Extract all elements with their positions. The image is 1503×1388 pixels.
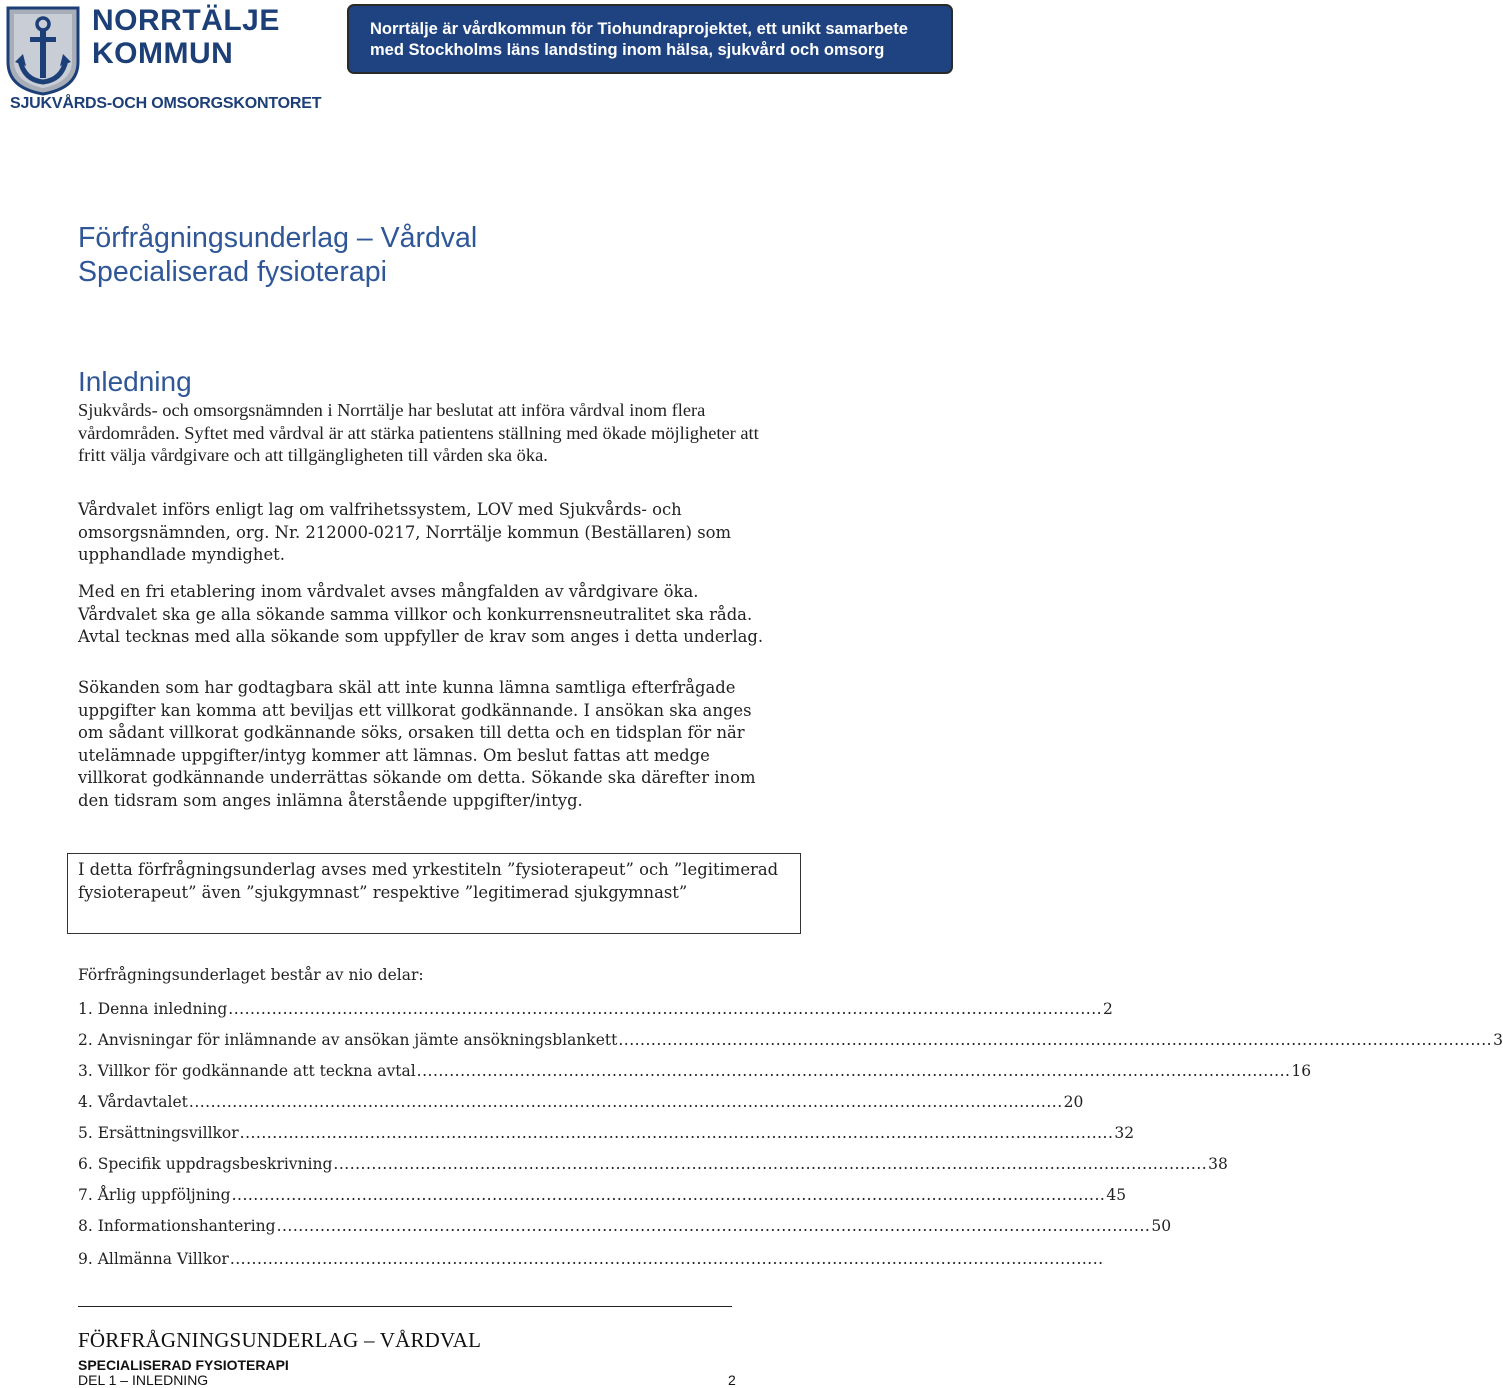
toc-leader: ................................................................................................................................................................. [188,1093,1063,1111]
section-heading: Inledning [78,366,192,397]
toc-intro: Förfrågningsunderlaget består av nio delar: [78,966,424,984]
footer-part-label: DEL 1 – INLEDNING [78,1372,209,1388]
toc-label: 2. Anvisningar för inlämnande av ansökan jämte ansökningsblankett [78,1031,618,1049]
department-name: SJUKVÅRDS-OCH OMSORGSKONTORET [10,95,322,112]
toc-page: 2 [1103,1000,1113,1018]
logo-line-2: KOMMUN [92,37,234,70]
toc-leader: ................................................................................................................................................................. [239,1124,1114,1142]
terminology-note-text: I detta förfrågningsunderlag avses med yrkestiteln ”fysioterapeut” och ”legitimerad fysioterapeut” även ”sjukgymnast” respektive ”legitimerad sjukgymnast” [78,860,779,902]
toc-label: 8. Informationshantering [78,1217,276,1235]
paragraph-text: Med en fri etablering inom vårdvalet avses mångfalden av vårdgivare öka. Vårdvalet ska ge alla sökande samma villkor och konkurrensneutralitet ska råda. Avtal tecknas med alla sökande som uppfyller de krav som anges i detta underlag. [78,582,764,646]
toc-leader: ................................................................................................................................................................. [231,1186,1106,1204]
document-title [78,221,477,289]
title-line-1: Förfrågningsunderlag – Vårdval [78,222,478,254]
terminology-note-box [67,853,801,934]
banner-line-1: Norrtälje är vårdkommun för Tiohundraprojektet, ett unikt samarbete [370,20,908,38]
toc-page: 38 [1208,1155,1228,1173]
toc-entry-9 [78,1250,1104,1274]
toc-entry-3 [78,1062,1312,1086]
paragraph-text: Vårdvalet införs enligt lag om valfrihetssystem, LOV med Sjukvårds- och omsorgsnämnden, org. Nr. 212000-0217, Norrtälje kommun (Beställaren) som upphandlade myndighet. [78,500,732,564]
toc-leader: ................................................................................................................................................................. [276,1217,1151,1235]
toc-entry-1 [78,1000,1113,1024]
footer-subtitle: SPECIALISERAD FYSIOTERAPI [78,1357,289,1373]
toc-entry-7 [78,1186,1127,1210]
toc-label: 6. Specifik uppdragsbeskrivning [78,1155,333,1173]
toc-page: 32 [1114,1124,1135,1142]
toc-leader: ................................................................................................................................................................. [229,1250,1104,1268]
toc-label: 1. Denna inledning [78,1000,228,1018]
footer-divider [78,1306,732,1307]
footer-title: FÖRFRÅGNINGSUNDERLAG – VÅRDVAL [78,1328,482,1352]
toc-leader: ................................................................................................................................................................. [618,1031,1493,1049]
toc-page: 45 [1106,1186,1127,1204]
municipality-logo-text [92,4,280,70]
header-banner [347,4,953,74]
toc-entry-4 [78,1093,1084,1117]
paragraph-text: Sjukvårds- och omsorgsnämnden i Norrtälje har beslutat att införa vårdval inom flera vårdområden. Syftet med vårdval är att stärka patientens ställning med ökade möjligheter att fritt välja vårdgivare och att tillgängligheten till vården ska öka. [78,400,759,465]
toc-entry-6 [78,1155,1228,1179]
toc-page: 3 [1493,1031,1503,1049]
paragraph-text: Sökanden som har godtagbara skäl att inte kunna lämna samtliga efterfrågade uppgifter kan komma att beviljas ett villkorat godkännande. I ansökan ska anges om sådant villkorat godkännande söks, orsaken till detta och en tidsplan för när utelämnade uppgifter/intyg kommer att lämnas. Om beslut fattas att medge villkorat godkännande underrättas sökande om detta. Sökande ska därefter inom den tidsram som anges inlämna återstående uppgifter/intyg. [78,678,756,810]
toc-label: 9. Allmänna Villkor [78,1250,229,1268]
toc-leader: ................................................................................................................................................................. [333,1155,1208,1173]
footer-page-number: 2 [728,1372,736,1388]
toc-label: 3. Villkor för godkännande att teckna avtal [78,1062,416,1080]
banner-line-2: med Stockholms läns landsting inom hälsa, sjukvård och omsorg [370,41,885,59]
toc-page: 16 [1291,1062,1312,1080]
toc-label: 5. Ersättningsvillkor [78,1124,239,1142]
toc-label: 7. Årlig uppföljning [78,1186,231,1204]
paragraph-4 [78,677,768,812]
paragraph-2 [78,499,768,567]
toc-label: 4. Vårdavtalet [78,1093,188,1111]
municipality-emblem-icon [4,4,82,96]
toc-leader: ................................................................................................................................................................. [416,1062,1291,1080]
toc-entry-2 [78,1031,1503,1055]
toc-page: 20 [1063,1093,1084,1111]
toc-entry-5 [78,1124,1135,1148]
paragraph-1 [78,399,768,467]
toc-entry-8 [78,1217,1172,1241]
toc-leader: ................................................................................................................................................................. [228,1000,1103,1018]
toc-page: 50 [1151,1217,1172,1235]
title-line-2: Specialiserad fysioterapi [78,256,387,288]
paragraph-3 [78,581,768,649]
logo-line-1: NORRTÄLJE [92,4,280,37]
